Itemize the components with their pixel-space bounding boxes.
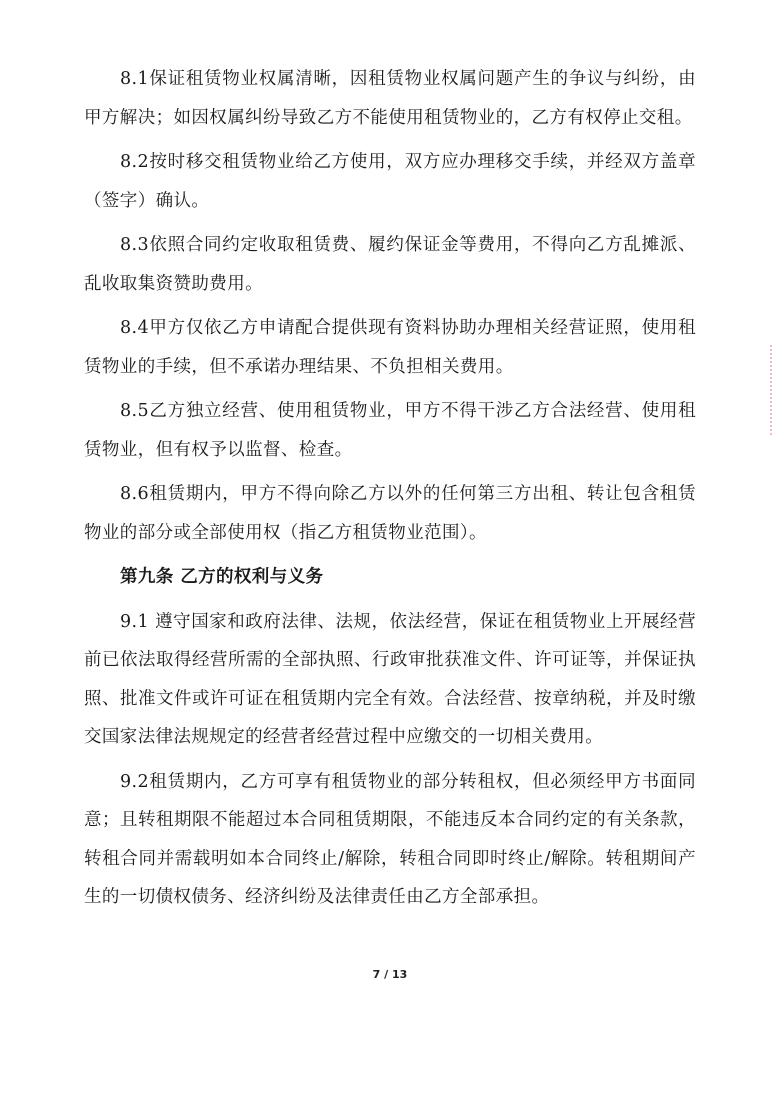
clause-8-2: 8.2按时移交租赁物业给乙方使用，双方应办理移交手续，并经双方盖章（签字）确认。 — [84, 152, 696, 211]
clause-9-1: 9.1 遵守国家和政府法律、法规，依法经营，保证在租赁物业上开展经营前已依法取得经营所需的全部执照、行政审批获准文件、许可证等，并保证执照、批准文件或许可证在租赁期内完全有效。合法经营、按章纳税，并及时缴交国家法律法规规定的经营者经营过程中应缴交的一切相关费用。 — [84, 611, 696, 747]
clause-8-6: 8.6租赁期内，甲方不得向除乙方以外的任何第三方出租、转让包含租赁物业的部分或全部使用权（指乙方租赁物业范围）。 — [84, 484, 696, 543]
clause-8-5: 8.5乙方独立经营、使用租赁物业，甲方不得干涉乙方合法经营、使用租赁物业，但有权予以监督、检查。 — [84, 401, 696, 460]
clause-8-1: 8.1保证租赁物业权属清晰，因租赁物业权属问题产生的争议与纠纷，由甲方解决；如因权属纠纷导致乙方不能使用租赁物业的，乙方有权停止交租。 — [84, 69, 696, 128]
seal-stamp-edge — [770, 345, 780, 435]
clause-8-4: 8.4甲方仅依乙方申请配合提供现有资料协助办理相关经营证照，使用租赁物业的手续，但不承诺办理结果、不负担相关费用。 — [84, 318, 696, 377]
clause-9-2: 9.2租赁期内，乙方可享有租赁物业的部分转租权，但必须经甲方书面同意；且转租期限不能超过本合同租赁期限，不能违反本合同约定的有关条款，转租合同并需载明如本合同终止/解除，转租合同即时终止/解除。转租期间产生的一切债权债务、经济纠纷及法律责任由乙方全部承担。 — [84, 771, 696, 907]
clause-8-3: 8.3依照合同约定收取租赁费、履约保证金等费用，不得向乙方乱摊派、乱收取集资赞助费用。 — [84, 235, 696, 294]
article-9-heading: 第九条 乙方的权利与义务 — [120, 567, 324, 587]
document-body — [84, 60, 696, 923]
page-number: 7 / 13 — [372, 968, 408, 981]
